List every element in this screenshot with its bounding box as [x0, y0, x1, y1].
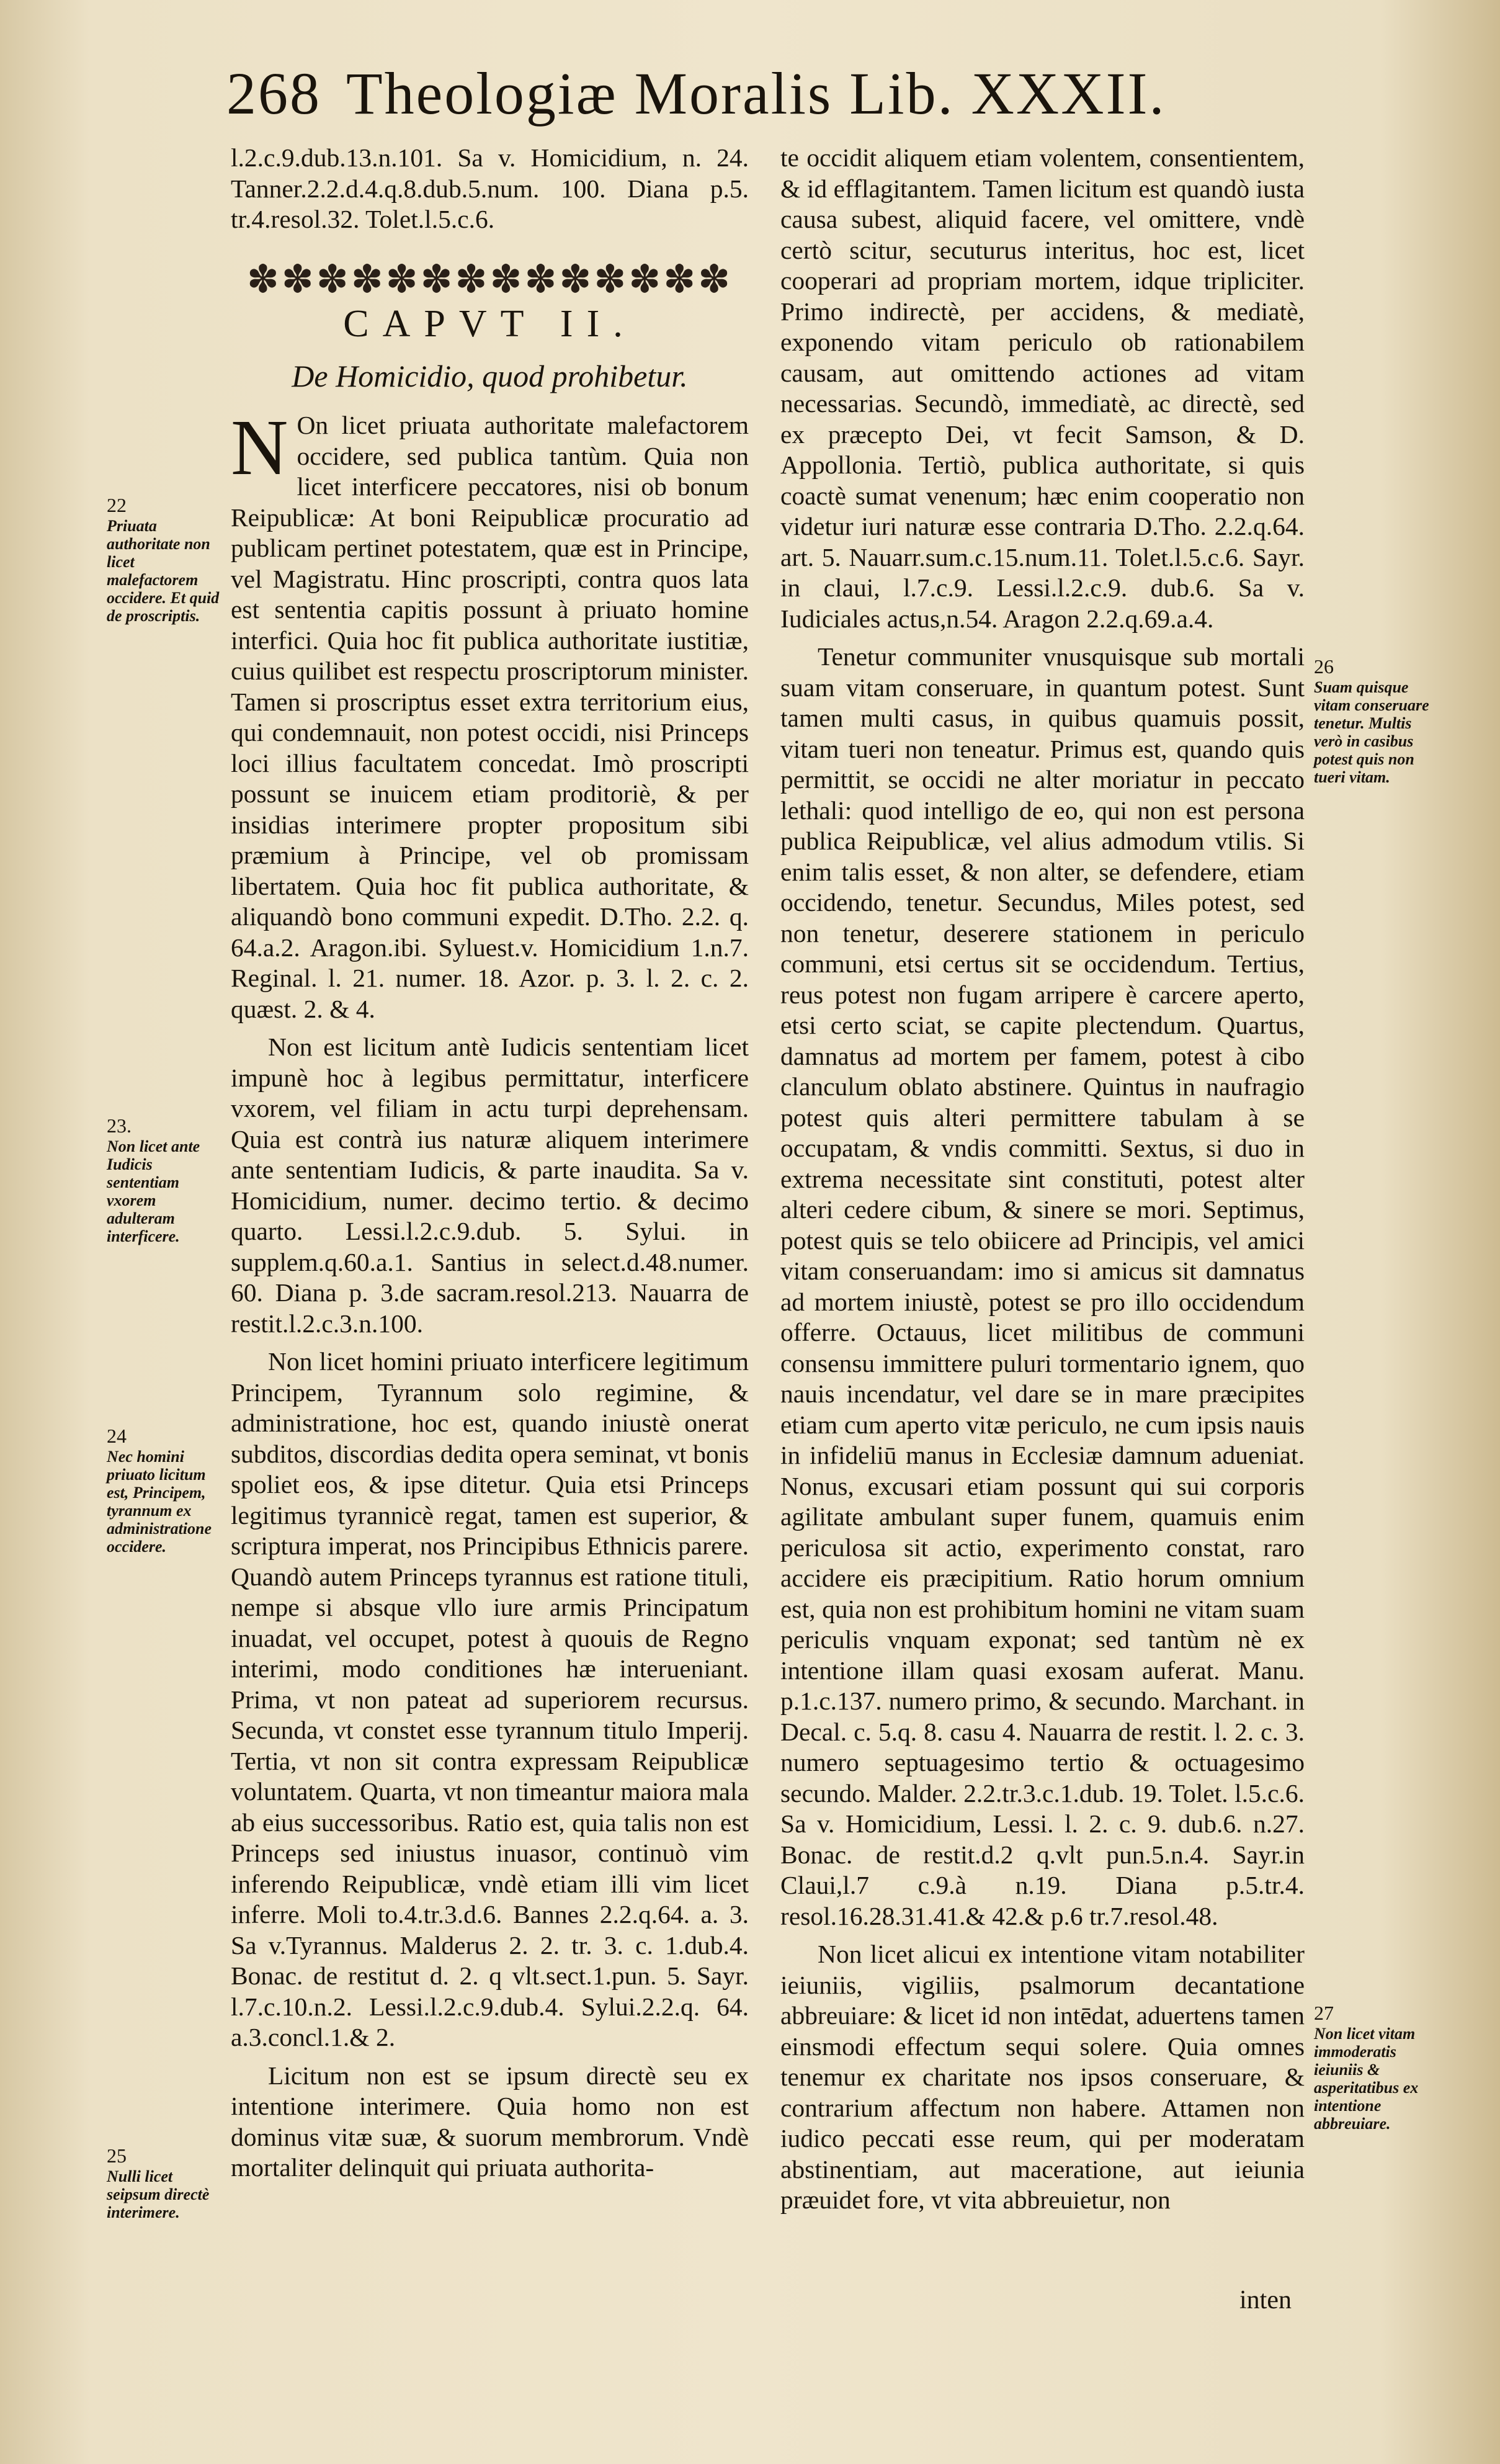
page-number: 268	[226, 60, 321, 127]
margin-text: Priuata authoritate non licet malefactorem occidere. Et quid de proscriptis.	[107, 517, 220, 625]
margin-number: 25	[107, 2144, 127, 2167]
margin-text: Nec homini priuato licitum est, Principem, tyrannum ex administratione occidere.	[107, 1448, 212, 1556]
paragraph-26: Tenetur communiter vnusquisque sub mortali suam vitam conseruare, in quantum potest. Sunt tamen multi casus, in quibus quamuis possit, vitam tueri non teneatur. Primus est, quando quis permittit, se occidi ne alter moriatur in peccato lethali: quod intelligo de eo, qui non est persona publica Reipublicæ, vel alius admodum vtilis. Si enim talis esset, & non alter, se defendere, etiam occidendo, tenetur. Secundus, Miles potest, sed non tenetur, deserere stationem in periculo communi, etsi certus sit se occidendum. Tertius, reus potest non fugam arripere è carcere aperto, etsi certo sciat, se capite plectendum. Quartus, damnatus ad mortem per famem, potest à cibo clanculum oblato abstinere. Quintus in naufragio potest quis alteri permittere tabulam à se occupatam, & vndis committi. Sextus, si duo in extrema necessitate sint constituti, potest alter alteri cedere cibum, & sinere se mori. Septimus, potest quis se telo obiicere ad Principis, vel amici vitam conseruandam: imo si amicus sit damnatus ad mortem iniustè, potest se pro illo occidendum offerre. Octauus, licet militibus de communi consensu immittere puluri tormentario ignem, quo nauis incendatur, vel dare se in mare præcipites etiam cum aperto vitæ periculo, ne cum ipsis nauis in infideliū manus in Ecclesiæ damnum adueniat. Nonus, excusari etiam possunt qui sui corporis agilitate ambulant super funem, quamuis enim periculosa sit actio, experimento constat, raro accidere eis præcipitium. Ratio horum omnium est, quia non est prohibitum homini ne vitam suam periculis vnquam exponat; sed tantùm nè ex intentione illam quasi exosam auferat. Manu. p.1.c.137. numero primo, & secundo. Marchant. in Decal. c. 5.q. 8. casu 4. Nauarra de restit. l. 2. c. 3. numero septuagesimo tertio & octuagesimo secundo. Malder. 2.2.tr.3.c.1.dub. 19. Tolet. l.5.c.6. Sa v. Homicidium, Lessi. l. 2. c. 9. dub.6. n.27. Bonac. de restit.d.2 q.vlt pun.5.n.4. Sayr.in Claui,l.7 c.9.à n.19. Diana p.5.tr.4. resol.16.28.31.41.& 42.& p.6 tr.7.resol.48.	[780, 642, 1305, 1930]
ornament-band: ✽✽✽✽✽✽✽✽✽✽✽✽✽✽	[246, 258, 733, 301]
margin-number: 23.	[107, 1114, 132, 1137]
margin-number: 27	[1314, 2002, 1334, 2024]
catchword: inten	[1239, 2286, 1292, 2314]
margin-text: Suam quisque vitam conseruare tenetur. Multis verò in casibus potest quis non tueri vitam.	[1314, 678, 1429, 786]
margin-number: 26	[1314, 655, 1334, 678]
margin-note-24	[107, 1427, 225, 1556]
paragraph-22	[231, 403, 749, 1024]
running-header	[226, 59, 1166, 128]
right-column	[780, 143, 1305, 2216]
paragraph-23: Non est licitum antè Iudicis sententiam licet impunè hoc à legibus permittatur, interficere vxorem, vel filiam in actu turpi deprehensam. Quia est contrà ius naturæ aliquem interimere ante sententiam Iudicis, & parte inaudita. Sa v. Homicidium, numer. decimo tertio. & decimo quarto. Lessi.l.2.c.9.dub. 5. Sylui. in supplem.q.60.a.1. Santius in select.d.48.numer. 60. Diana p. 3.de sacram.resol.213. Nauarra de restit.l.2.c.3.n.100.	[231, 1033, 749, 1338]
chapter-subtitle: De Homicidio, quod prohibetur.	[292, 358, 688, 393]
paragraph-25: Licitum non est se ipsum directè seu ex intentione interimere. Quia homo non est dominus vitæ suæ, & suorum membrorum. Vndè mortaliter delinquit qui priuata authorita-	[231, 2061, 749, 2182]
margin-text: Non licet ante Iudicis sententiam vxorem adulteram interficere.	[107, 1137, 200, 1245]
running-title: Theologiæ Moralis Lib. XXXII.	[346, 60, 1166, 127]
margin-note-22	[107, 496, 225, 625]
paragraph-24: Non licet homini priuato interficere legitimum Principem, Tyrannum solo regimine, & administratione, hoc est, quando iniustè onerat subditos, discordias dedita opera seminat, vt bonis spoliet eos, & ipse ditetur. Quia etsi Princeps legitimus tyrannicè regat, tamen est superior, & scriptura imperat, nos Principibus Ethnicis parere. Quandò autem Princeps tyrannus est ratione tituli, nempe si absque vllo iure armis Principatum inuadat, vel occupet, potest à quouis de Regno interimi, modo conditiones hæ interueniant. Prima, vt non pateat ad superiorem recursus. Secunda, vt constet esse tyrannum titulo Imperij. Tertia, vt non sit contra expressam Reipublicæ voluntatem. Quarta, vt non timeantur maiora mala ab eius successoribus. Ratio est, quia talis non est Princeps sed iniustus inuasor, continuò vim inferendo Reipublicæ, vndè etiam illi vim licet inferre. Moli to.4.tr.3.d.6. Bannes 2.2.q.64. a. 3. Sa v.Tyrannus. Malderus 2. 2. tr. 3. c. 1.dub.4. Bonac. de restitut d. 2. q vlt.sect.1.pun. 5. Sayr. l.7.c.10.n.2. Lessi.l.2.c.9.dub.4. Sylui.2.2.q. 64. a.3.concl.1.& 2.	[231, 1347, 749, 2051]
margin-number: 22	[107, 494, 127, 516]
left-top-citations: l.2.c.9.dub.13.n.101. Sa v. Homicidium, n. 24. Tanner.2.2.d.4.q.8.dub.5.num. 100. Diana p.5. tr.4.resol.32. Tolet.l.5.c.6.	[231, 143, 749, 233]
margin-note-26	[1314, 655, 1432, 786]
margin-note-27	[1314, 2004, 1432, 2133]
left-column	[231, 143, 749, 2184]
chapter-heading: CAPVT II.	[343, 303, 636, 345]
paragraph-22-text: On licet priuata authoritate malefactorem occidere, sed publica tantùm. Quia non licet interficere peccatores, nisi ob bonum Reipublicæ: At boni Reipublicæ procuratio ad publicam pertinet potestatem, quæ est in Principe, vel Magistratu. Hinc proscripti, contra quos lata est sententia capitis possunt à priuato homine interfici. Quia hoc fit publica authoritate iustitiæ, cuius quilibet est respectu proscriptorum minister. Tamen si proscriptus esset extra territorium eius, qui condemnauit, non potest occidi, nisi Princeps loci illius facultatem concedat. Imò proscripti possunt se inuicem etiam proditoriè, & per insidias interimere propter propositum sibi præmium à Principe, vel ob promissam libertatem. Quia hoc fit publica authoritate, & aliquandò bono communi expedit. D.Tho. 2.2. q. 64.a.2. Aragon.ibi. Syluest.v. Homicidium 1.n.7. Reginal. l. 21. numer. 18. Azor. p. 3. l. 2. c. 2. quæst. 2. & 4.	[231, 411, 749, 1023]
paragraph-27: Non licet alicui ex intentione vitam notabiliter ieiuniis, vigiliis, psalmorum decantatione abbreuiare: & licet id non intēdat, aduertens tamen einsmodi effectum sequi solere. Quia omnes tenemur ex charitate nos ipsos conseruare, & contrarium affectum non habere. Attamen non iudico peccati esse reum, qui per moderatam abstinentiam, aut maceratione, aut ieiunia præuidet fore, vt vita abbreuietur, non	[780, 1940, 1305, 2214]
drop-cap: N	[231, 403, 288, 491]
margin-text: Non licet vitam immoderatis ieiuniis & asperitatibus ex intentione abbreuiare.	[1314, 2025, 1419, 2133]
margin-text: Nulli licet seipsum directè interimere.	[107, 2167, 210, 2221]
paragraph-25-continued: te occidit aliquem etiam volentem, consentientem, & id efflagitantem. Tamen licitum est quandò iusta causa subest, aliquid facere, vel omittere, vndè certò scitur, secuturus interitus, hoc est, licet cooperari ad propriam mortem, idque tripliciter. Primo indirectè, per accidens, & mediatè, exponendo vitam periculo ob rationabilem causam, aut omittendo actiones ad vitam necessarias. Secundò, immediatè, ac directè, sed ex præcepto Dei, vt fecit Samson, & D. Appollonia. Tertiò, publica authoritate, si quis coactè sumat venenum; hæc enim cooperatio non videtur iuri naturæ esse contraria D.Tho. 2.2.q.64. art. 5. Nauarr.sum.c.15.num.11. Tolet.l.5.c.6. Sayr. in claui, l.7.c.9. Lessi.l.2.c.9. dub.6. Sa v. Iudiciales actus,n.54. Aragon 2.2.q.69.a.4.	[780, 143, 1305, 633]
margin-number: 24	[107, 1425, 127, 1447]
margin-note-23	[107, 1114, 225, 1245]
margin-note-25	[107, 2144, 225, 2221]
